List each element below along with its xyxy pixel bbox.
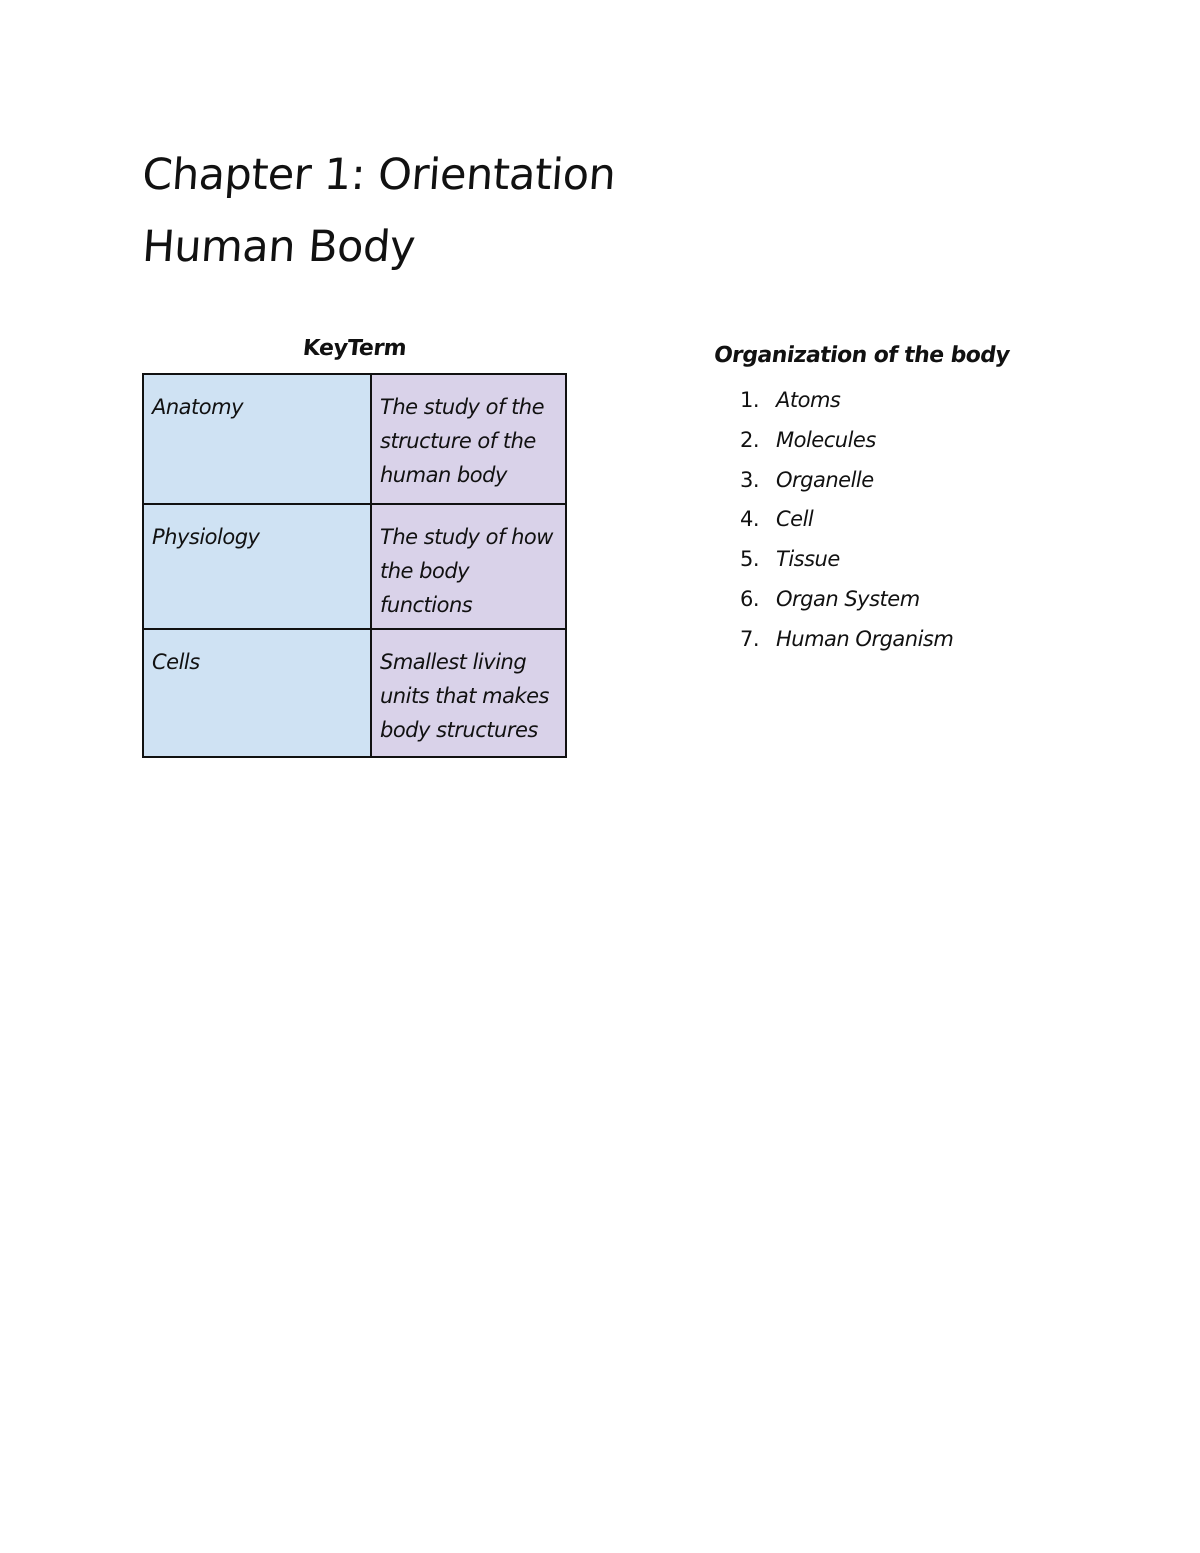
key-term-table bbox=[142, 373, 567, 758]
definition-cell: The study of how the body functions bbox=[371, 504, 566, 629]
list-item-number: 2. bbox=[740, 427, 760, 452]
organization-heading: Organization of the body bbox=[712, 343, 1011, 368]
list-item bbox=[740, 382, 953, 422]
list-item bbox=[740, 501, 953, 541]
list-item bbox=[740, 621, 953, 661]
list-item-number: 7. bbox=[740, 626, 760, 651]
term-cell: Anatomy bbox=[143, 374, 371, 504]
list-item-label: Organ System bbox=[776, 586, 920, 611]
term-cell: Physiology bbox=[143, 504, 371, 629]
definition-cell: The study of the structure of the human body bbox=[371, 374, 566, 504]
definition-cell: Smallest living units that makes body structures bbox=[371, 629, 566, 757]
list-item-number: 6. bbox=[740, 586, 760, 611]
organization-list bbox=[740, 382, 953, 661]
chapter-title: Chapter 1: Orientation bbox=[140, 150, 618, 200]
table-row bbox=[143, 629, 566, 757]
chapter-subtitle: Human Body bbox=[140, 222, 417, 272]
table-row bbox=[143, 504, 566, 629]
list-item-number: 1. bbox=[740, 388, 760, 412]
term-cell: Cells bbox=[143, 629, 371, 757]
list-item-label: Organelle bbox=[776, 467, 874, 492]
list-item-number: 5. bbox=[740, 547, 760, 572]
list-item-label: Cell bbox=[776, 507, 814, 532]
list-item-label: Human Organism bbox=[776, 626, 954, 651]
table-row bbox=[143, 374, 566, 504]
list-item bbox=[740, 541, 953, 581]
list-item-label: Molecules bbox=[776, 427, 876, 452]
list-item bbox=[740, 422, 953, 462]
list-item bbox=[740, 581, 953, 621]
list-item-label: Atoms bbox=[776, 388, 841, 412]
list-item-number: 4. bbox=[740, 507, 760, 532]
list-item-number: 3. bbox=[740, 467, 760, 492]
key-term-table-caption: KeyTerm bbox=[301, 336, 408, 361]
list-item-label: Tissue bbox=[776, 547, 840, 572]
list-item bbox=[740, 462, 953, 502]
